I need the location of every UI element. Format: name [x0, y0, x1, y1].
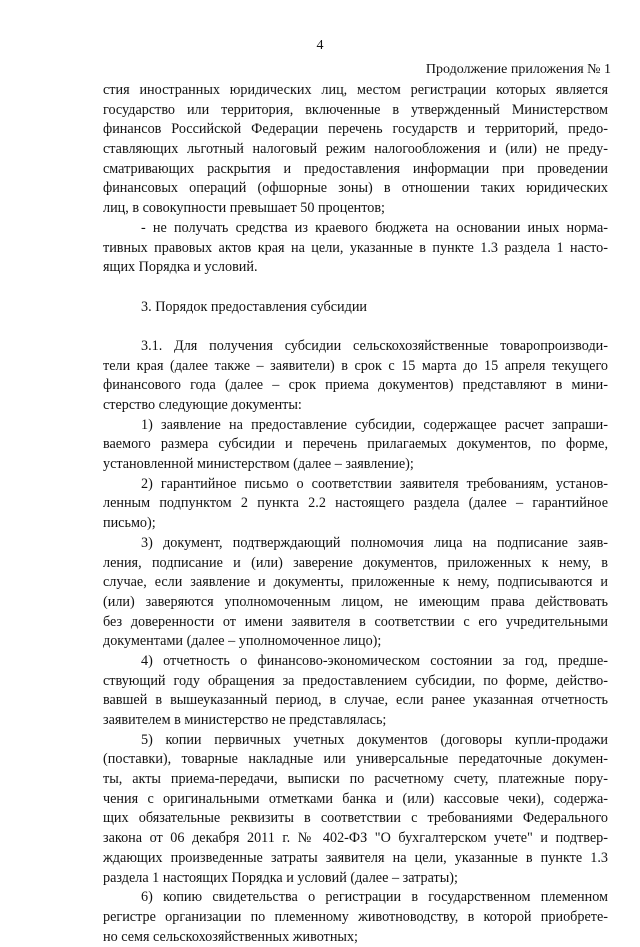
text-line: 6) копию свидетельства о регистрации в государственном племенном [141, 889, 608, 906]
text-line: государство или территория, включенные в утвержденный Министерством [103, 101, 608, 118]
paragraph [103, 337, 608, 416]
text-line: письмо); [103, 515, 156, 532]
paragraph [103, 534, 608, 652]
appendix-continuation-note: Продолжение приложения № 1 [425, 62, 611, 77]
text-line: регистре организации по племенному животноводству, в которой приобрете- [103, 908, 608, 925]
text-line: но семя сельскохозяйственных животных; [103, 928, 358, 945]
text-line: лиц, в совокупности превышает 50 процентов; [103, 200, 385, 217]
text-line: установленной министерством (далее – заявление); [103, 456, 414, 473]
spacer [103, 278, 608, 298]
page-number: 4 [316, 38, 324, 53]
text-line: чения с оригинальными отметками банка и (или) кассовые чеки), содержа- [103, 790, 608, 807]
text-line: ления, подписание и (или) заверение документов, приложенных к нему, в [103, 554, 608, 571]
paragraphs-after-section [103, 337, 608, 947]
paragraph [103, 652, 608, 731]
text-line: ваемого размера субсидии и перечень прилагаемых документов, по форме, [103, 436, 608, 453]
paragraph [103, 416, 608, 475]
text-line: ставляющих льготный налоговый режим налогообложения и (или) не преду- [103, 141, 608, 158]
paragraph [103, 888, 608, 947]
spacer [103, 317, 608, 337]
text-line: ствующий году обращения за предоставлением субсидии, по форме, действо- [103, 672, 608, 689]
text-line: 3.1. Для получения субсидии сельскохозяйственные товаропроизводи- [141, 337, 608, 354]
text-line: сматривающих раскрытия и предоставления информации при проведении [103, 160, 608, 177]
text-line: без доверенности от имени заявителя в соответствии с его учредительными [103, 613, 608, 630]
text-line: закона от 06 декабря 2011 г. № 402-ФЗ "О бухгалтерском учете" и подтвер- [103, 830, 608, 847]
text-line: раздела 1 настоящих Порядка и условий (далее – затраты); [103, 869, 458, 886]
paragraph [103, 219, 608, 278]
paragraph [103, 81, 608, 219]
text-line: 2) гарантийное письмо о соответствии заявителя требованиям, установ- [141, 475, 608, 492]
text-line: щих обязательные реквизиты в соответствии с требованиями Федерального [103, 810, 608, 827]
text-line: ждающих произведенные затраты заявителя на цели, указанные в пункте 1.3 [103, 849, 608, 866]
text-line: 4) отчетность о финансово-экономическом состоянии за год, предше- [141, 652, 608, 669]
text-line: вавшей в вышеуказанный период, в случае, если ранее указанная отчетность [103, 692, 608, 709]
paragraph [103, 731, 608, 889]
paragraphs-before-section [103, 81, 608, 278]
text-line: случае, если заявление и документы, приложенные к нему, подписываются и [103, 574, 608, 591]
text-line: финансового года (далее – срок приема документов) представляют в мини- [103, 377, 608, 394]
text-line: тели края (далее также – заявители) в срок с 15 марта до 15 апреля текущего [103, 357, 608, 374]
text-line: (поставки), товарные накладные или универсальные передаточные докумен- [103, 751, 608, 768]
text-line: стия иностранных юридических лиц, местом регистрации которых является [103, 82, 608, 98]
text-line: стерство следующие документы: [103, 397, 302, 414]
document-body [103, 81, 608, 947]
text-line: заявителем в министерство не представлялась; [103, 712, 387, 729]
text-line: финансовых операций (офшорные зоны) в отношении таких юридических [103, 180, 608, 197]
text-line: 1) заявление на предоставление субсидии, содержащее расчет запраши- [141, 416, 608, 433]
text-line: ты, акты приема-передачи, выписки по расчетному счету, платежные пору- [103, 771, 608, 788]
text-line: тивных правовых актов края на цели, указанные в пункте 1.3 раздела 1 насто- [103, 239, 608, 256]
text-line: финансов Российской Федерации перечень государств и территорий, предо- [103, 121, 608, 138]
section-heading: 3. Порядок предоставления субсидии [141, 298, 368, 315]
text-line: 5) копии первичных учетных документов (договоры купли-продажи [141, 731, 608, 748]
text-line: ящих Порядка и условий. [103, 259, 258, 276]
text-line: ленным подпунктом 2 пункта 2.2 настоящего раздела (далее – гарантийное [103, 495, 608, 512]
text-line: (или) заверяются уполномоченным лицом, не имеющим права действовать [103, 593, 608, 610]
text-line: документами (далее – уполномоченное лицо); [103, 633, 382, 650]
text-line: - не получать средства из краевого бюджета на основании иных норма- [141, 219, 608, 236]
paragraph [103, 475, 608, 534]
text-line: 3) документ, подтверждающий полномочия лица на подписание заяв- [141, 534, 608, 551]
